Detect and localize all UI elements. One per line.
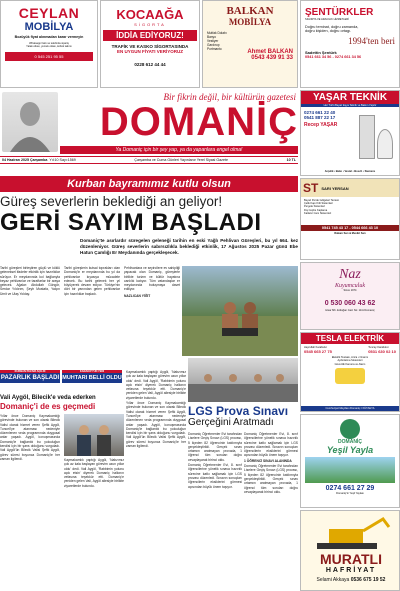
balkan-brand: BALKAN [226,5,274,17]
senturkler-sigorta-ad [300,0,400,88]
st-line: Çelik Kapı Kilit Sistemleri [304,202,333,206]
yesil-brand-2: Yeşil Yayla [326,445,374,455]
st-line: Pergole Sistemleri [304,205,326,209]
kocaaga-line2: EN UYGUN FİYATI VERİYORUZ [116,49,183,54]
balkan-item: Banyo [207,35,217,39]
yasar-teknik-ad [300,90,400,176]
kocaaga-sub: SİGORTA [134,22,166,27]
st-sari-yersan-ad [300,178,400,260]
muratli-owner: Selami Akkaya [316,577,350,583]
gures-col3 [124,266,180,366]
masthead [0,90,298,168]
tesla-phone2: 0531 630 02 10 [368,349,396,355]
senturkler-phones: 0541 661 34 56 - 0274 661 34 56 [305,55,362,60]
yasar-phone2: 0541 887 22 17 [304,115,336,121]
naz-kuyumculuk-ad [300,262,400,330]
naz-since: Since 1974 [343,289,357,292]
tesla-owner2: Tuncay Karabulut [368,346,389,349]
pazarlik-tag: KURBAN PAZARI AÇILDI [0,370,60,373]
vali-body-2: Kaymakamlık yaptığı Aygöl, 'Nabzımız çok az kala başlayan görevim uzun yıllar oldu' dedi. Vali Aygöl, 'Rabbimin yolunu açık etsin' diyerek Domaniç halkının vefasına teşekkür etti. Domaniç'e yeniden gelen Vali, Aygöl ailesiyle birlikte ziyaretlerde bulundu. [64,458,124,488]
lgs-col1 [188,432,242,591]
yesil-phone: 0274 661 27 29 [325,485,375,492]
vali-col1 [0,414,60,591]
tesla-line: Elektrik Tesisatı, Arıza • Onarım [331,356,369,360]
naz-address: Hisar Mh. Erdoğan Cad. No: 11/A Domaniç [325,309,375,313]
gures-photo [182,266,298,356]
yesil-yayla-ad [300,414,400,508]
lgs-body-4: Domaniç Öğretmenler Evi tarafından Liselere Geçiş Sınavı (LGS) provası, 5 ilçeden 82 öğrencinin katılımıyla gerçekleştirildi. Gerçek sınav ortamını aratmayan provada, 1 öğrenci tüm soruları doğru cevaplayarak birinci oldu. [244,464,298,494]
gures-author: NAZLICAN YİĞİT [124,293,151,298]
senturkler-motto2: doğru kişiden, doğru ortagı. [305,29,352,34]
yayla-landscape-image [305,457,395,483]
tesla-owner1: Hayrullah Karabulut [304,346,327,349]
yesil-sub: Domaniç'in Yeşil Yaylası [336,492,364,495]
muhtar-box [62,370,122,392]
senturkler-owner: Sadettin Şentürk [305,50,337,56]
vali-headline-1: Vali Aygöl, Bilecik'e veda ederken [0,395,96,401]
issue-price: 10 TL [286,158,296,162]
vali-body-4: Yıllar önce Domaniç Kaymakamlığı görevinde bulunan ve son olarak Bilecik Valisi olarak hizmet veren Şefik Aygöl, Tunceli'ye atanması nedeniyle düzenlenen veda programında duygusal anlar yaşadı. Aygöl, konuşmasında Domaniç'le bağlantılı bu yolculuğun kendisi için bir şans olduğunu vurguladı. Vali Aygöl'ün Bilecik Valisi Şefik Aygöl, görev süresi boyunca Domaniç'le her zaman ilgilendi. [126,401,186,449]
st-line: Dış Cephe Kaplama [304,208,328,212]
gures-big-headline: GERİ SAYIM BAŞLADI [0,209,262,236]
tesla-elektrik-ad [300,332,400,412]
yasar-brand: YAŞAR TEKNİK [301,91,399,104]
balkan-mobilya-ad [202,0,298,88]
senturkler-year: 1994'ten beri [348,36,395,47]
gures-lead: Domaniç'te asırlardır süregelen geleneği tarihin en eski Yağlı Pehlivan Güreşleri, bu yıl 664. kez düzenleniyor. Güreş severlerin sabırsızlıkla beklediği etkinlik, 17 Ağustos 2025 Pazar günü Ebe Hatun Çamlığı Er Meydanında gerçekleşecek. [80,238,298,255]
tesla-phone1: 0545 665 27 75 [304,349,332,355]
gures-col1-text: Tarihi güreşleri birleştiren güçlü ve köklü geleneksel ifadeler etkinlik için hazırlıklar sürüyor. Er meydanında kol bağlarıyla beyaz pehlivanlar ve taraftarlar bir araya gelecek. Ağalar: Abdullah Güngör, Serdar Yıldırım, Şeyh Mustafa, Yalçın Ümit ve Ulaş Yolday. [0,266,60,296]
kocaaga-line1: TRAFİK VE KASKO SİGORTASINDA [111,44,189,49]
senturkler-brand: ŞENTÜRKLER [305,7,374,18]
naz-brand: Naz [339,267,361,282]
st-phone: 0541 745 43 17 - 0544 666 43 10 [301,225,399,231]
balkan-owner: Ahmet BALKAN [247,49,293,55]
st-sub: SARI YERSAN [321,185,349,191]
lgs-photo [188,358,298,402]
ceylan-phone: 0 545 251 95 55 [5,52,93,61]
ceylan-line2: Yatak odası, yemek odası, koltuk takımı [26,45,72,49]
masthead-info-bar [0,156,298,164]
gures-col2 [64,266,120,366]
vali-col3 [126,370,186,591]
yayla-logo-icon [340,419,360,439]
vali-photo [64,414,124,456]
lgs-subheadline: Gerçeğini Aratmadı [188,417,274,428]
tesla-line: Güvenlik Kamera ve Alarm [334,362,366,366]
tesla-brand: TESLA ELEKTRİK [301,333,399,344]
st-line: Beyaz Perde Gölgeleri Tentesi [304,199,339,202]
vali-headline-2: Domaniç'i de es geçmedi [0,402,96,411]
vali-body: Yıllar önce Domaniç Kaymakamlığı görevinde bulunan ve son olarak Bilecik Valisi olarak hizmet veren Şefik Aygöl, Tunceli'ye atanması nedeniyle düzenlenen veda programında duygusal anlar yaşadı. Aygöl, konuşmasında Domaniç'le bağlantılı bu yolculuğun kendisi için bir şans olduğunu vurguladı. Vali Aygöl'ün Bilecik Valisi Şefik Aygöl, görev süresi boyunca Domaniç'le her zaman ilgilendi. [0,414,60,461]
pazarlik-title: PAZARLIK BAŞLADI [0,375,60,382]
excavator-image [309,515,393,549]
yasar-brands: Arçelik • Beko • Vestel • Bosch • Siemens [324,169,376,173]
issue-date: 04 Haziran 2025 Çarşamba [2,158,48,162]
balkan-sub: MOBİLYA [228,17,272,27]
senturkler-motto1: Doğru teminat, doğru zamanda, [305,25,359,30]
kocaaga-phone: 0228 612 44 44 [134,62,166,67]
lgs-headline: LGS Prova Sınavı [188,404,289,418]
lgs-sub2: 1 ÖĞRENCİ SINAVI ALANINDA [244,458,292,463]
ceylan-mobilya-ad [0,0,98,88]
yesil-brand: DOMANİÇ [338,439,362,445]
lgs-body: Domaniç Öğretmenler Evi tarafından Liselere Geçiş Sınavı (LGS) provası, 5 ilçeden 82 öğrencinin katılımıyla gerçekleştirildi. Gerçek sınav ortamını aratmayan provada, 1 öğrenci tüm soruları doğru cevaplayarak birinci oldu. [188,432,242,462]
naz-phone: 0 530 060 43 62 [324,300,376,308]
yasar-sub: Her Türlü Beyaz Eşya Teknik ve Bakım Yapılır [301,104,399,107]
bayram-banner [0,176,298,192]
balkan-items [207,31,227,51]
balkan-item: Portmanto [207,47,222,51]
masthead-tagline: Bir fikrin değil, bir kültürün gazetesi [163,92,296,102]
muratli-phone: 0536 675 19 52 [350,577,386,583]
balkan-item: Gardırop [207,43,220,47]
st-footer: Rakam Sarı & Mevlüt Sarı [334,232,366,236]
masthead-logo: DOMANİÇ [99,100,298,144]
tesla-line: Aydınlatma Sistemleri [337,359,363,363]
lgs-col2 [244,432,298,591]
balkan-item: Mutfak Dolabı [207,31,227,35]
muratli-brand: MURATLI [320,551,382,567]
muratli-contact [301,577,400,583]
kocaaga-brand: KOCAAĞA [116,7,184,22]
ceylan-sub: MOBİLYA [24,21,74,33]
appliances-image [359,115,395,159]
muratli-hafriyat-ad [300,510,400,591]
yasar-phone1: 0274 661 22 40 [304,110,336,116]
pazarlik-box [0,370,60,392]
ceylan-brand: CEYLAN [18,5,80,21]
st-brand: ST [303,181,319,195]
gures-col3-text: Pehlivanlara ve seyircilere ev sahipliği yapacak olan Domaniç, güreşlerle birlikte turizm ve kültür hayatına canlılık katıyor. Tüm vatandaşlar er meydanında buluşmaya davet ediliyor. [124,266,180,292]
gures-headline: Güreş severlerin beklediği an geliyor! [0,194,223,209]
lgs-body-3: Domaniç Öğretmenler Evi, 8. sınıf öğrencilerine yönelik sınava hazırlık sürecine katkı sağlamak için LGS provası düzenledi. Sınavın sonuçları öğrencilerin eksiklerini görmesi açısından büyük önem taşıyor. [244,432,298,458]
muhtar-tag: KARAKÖY'ÜN YENİ [62,370,122,373]
naz-sub: Kuyumculuk [335,283,365,289]
bayram-text: Kurban bayramımız kutlu olsun [67,178,231,190]
issue-number: Yıl:10 Sayı:1569 [49,158,76,162]
founder-portrait [2,92,58,152]
muhtar-title: MUHTARI BELLİ OLDU [62,375,122,382]
tesla-logo-icon [335,368,365,384]
kocaaga-sigorta-ad [100,0,200,88]
gures-col2-text: Tarihi güreşlerin kutsal toprakları olan Domaniç'in er meydanında bu yıl da pehlivanlar kıyasıya mücadele edecek. Bu tarihi gelenek her yıl büyüyerek devam ediyor. Türkiye'nin dört bir yanından gelen pehlivanlar için hazırlıklar başladı. [64,266,120,296]
vali-col2 [64,458,124,591]
st-line: Katlanır Cam Sistemleri [304,211,332,215]
issue-frequency: Çarşamba ve Cuma Günleri Yayınlanır Yerel Siyasi Gazete [134,158,228,162]
vali-body-3: Kaymakamlık yaptığı Aygöl, 'Nabzımız çok az kala başlayan görevim uzun yıllar oldu' dedi. Vali Aygöl, 'Rabbimin yolunu açık etsin' diyerek Domaniç halkının vefasına teşekkür etti. Domaniç'e yeniden gelen Vali, Aygöl ailesiyle birlikte ziyaretlerde bulundu. [126,370,186,400]
ceylan-slogan: Bozüyük fiyat alınmadan karar vermeyin [14,35,84,39]
tesla-address: Cumhuriyet Meydanı Domaniç / KÜTAHYA [301,406,399,411]
balkan-item: Vestiyer [207,39,219,43]
kocaaga-tag: İDDİA EDİYORUZ! [103,30,197,41]
yasar-owner: Recep YAŞAR [304,122,338,129]
lgs-body-2: Domaniç Öğretmenler Evi, 8. sınıf öğrencilerine yönelik sınava hazırlık sürecine katkı sağlamak için LGS provası düzenledi. Sınavın sonuçları öğrencilerin eksiklerini görmesi açısından büyük önem taşıyor. [188,463,242,489]
masthead-motto: Ya Domaniç için bir şey yap, ya da yapanlara engel olma! [60,146,298,154]
gures-col1 [0,266,60,366]
balkan-phone: 0543 439 91 33 [251,55,293,61]
ceylan-line1: Whatsapp hattı ve telefonla sipariş [29,42,69,45]
muratli-sub: HAFRİYAT [325,567,377,574]
senturkler-sub: SIGORTA VE ARACILIK HİZMETLERİ [305,18,350,21]
